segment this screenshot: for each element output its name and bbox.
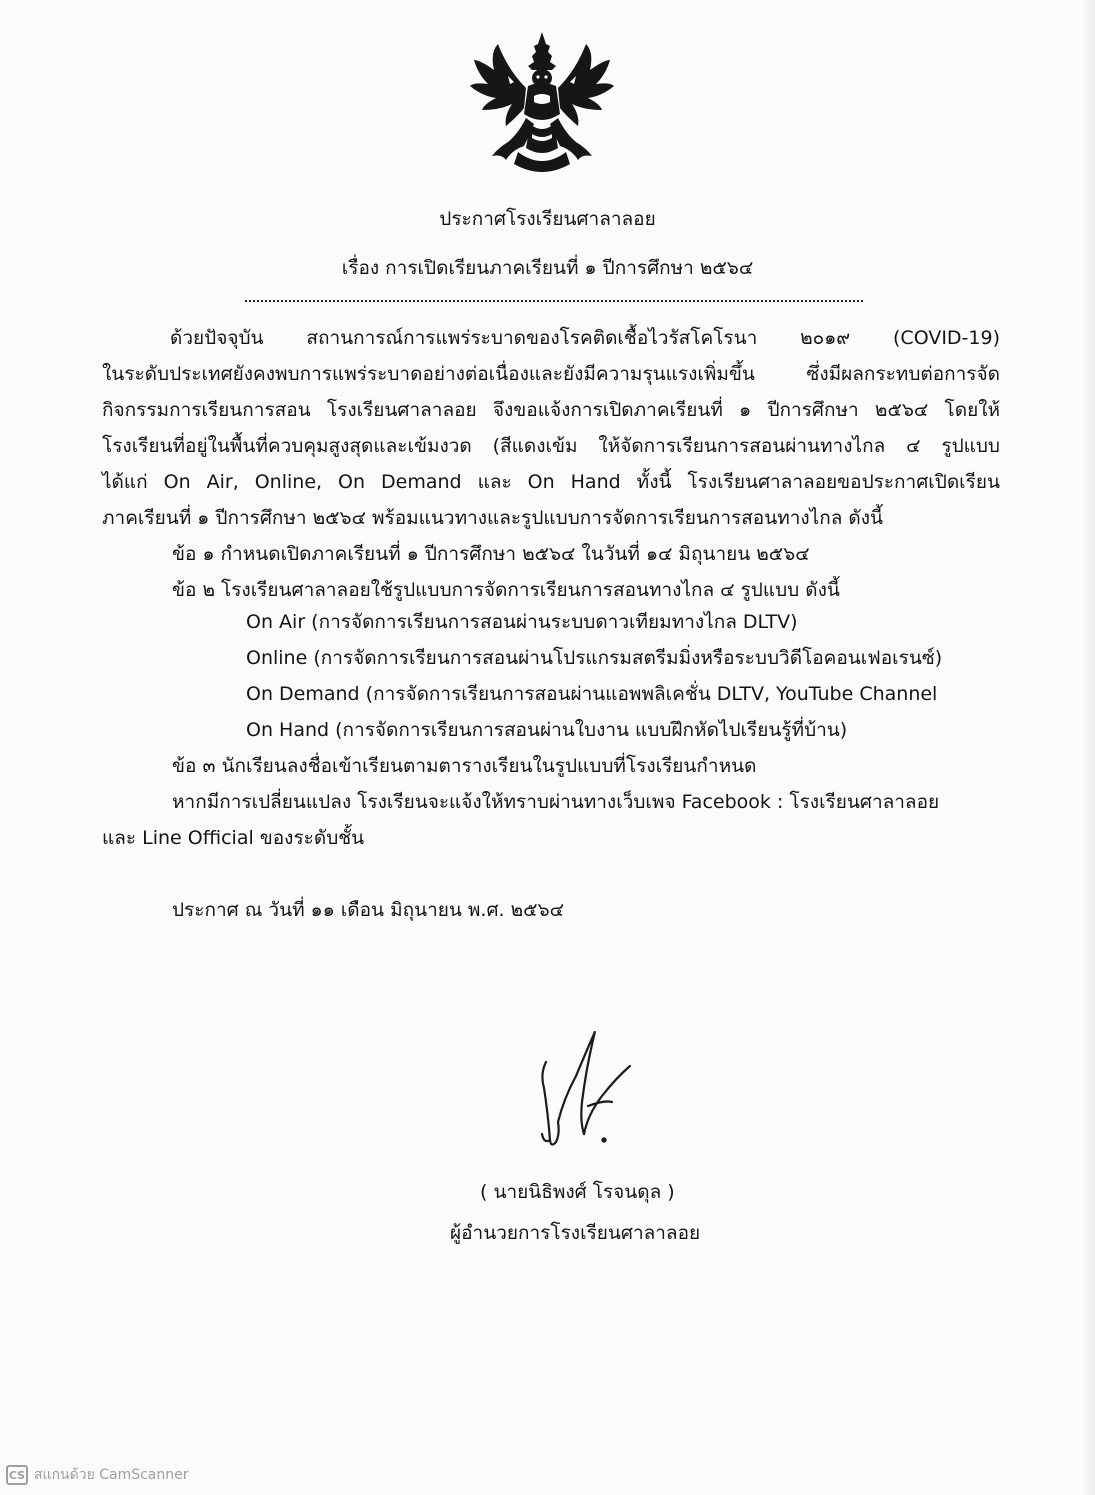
mode-on-demand: On Demand (การจัดการเรียนการสอนผ่านแอพพลิเคชั่น DLTV, YouTube Channel: [246, 683, 938, 705]
paragraph-line: ในระดับประเทศยังคงพบการแพร่ระบาดอย่างต่อเนื่องและยังมีความรุนแรงเพิ่มขึ้น ซึ่งมีผลกระทบต่อการจัด: [102, 363, 1000, 385]
mode-online: Online (การจัดการเรียนการสอนผ่านโปรแกรมสตรีมมิ่งหรือระบบวิดีโอคอนเฟอเรนซ์): [246, 647, 943, 669]
dotted-divider: [245, 300, 863, 302]
item-3: ข้อ ๓ นักเรียนลงชื่อเข้าเรียนตามตารางเรียนในรูปแบบที่โรงเรียนกำหนด: [172, 755, 757, 777]
paragraph-line: กิจกรรมการเรียนการสอน โรงเรียนศาลาลอย จึงขอแจ้งการเปิดภาคเรียนที่ ๑ ปีการศึกษา ๒๕๖๔ โดยให้: [102, 399, 1000, 421]
camscanner-text: สแกนด้วย CamScanner: [34, 1467, 189, 1483]
item-2: ข้อ ๒ โรงเรียนศาลาลอยใช้รูปแบบการจัดการเรียนการสอนทางไกล ๔ รูปแบบ ดังนี้: [172, 579, 840, 601]
signatory-position: ผู้อำนวยการโรงเรียนศาลาลอย: [450, 1222, 701, 1244]
mode-on-air: On Air (การจัดการเรียนการสอนผ่านระบบดาวเทียมทางไกล DLTV): [246, 611, 798, 633]
paragraph-line: ด้วยปัจจุบัน สถานการณ์การแพร่ระบาดของโรคติดเชื้อไวรัสโคโรนา ๒๐๑๙ (COVID-19): [170, 327, 1000, 349]
notice-line: หากมีการเปลี่ยนแปลง โรงเรียนจะแจ้งให้ทราบผ่านทางเว็บเพจ Facebook : โรงเรียนศาลาลอย: [172, 791, 940, 813]
paragraph-line: ได้แก่ On Air, Online, On Demand และ On Hand ทั้งนี้ โรงเรียนศาลาลอยขอประกาศเปิดเรียน: [102, 471, 1000, 493]
paragraph-line: โรงเรียนที่อยู่ในพื้นที่ควบคุมสูงสุดและเข้มงวด (สีแดงเข้ม ให้จัดการเรียนการสอนผ่านทางไกล ๔ รูปแบบ: [102, 435, 1000, 457]
announcement-subject: เรื่อง การเปิดเรียนภาคเรียนที่ ๑ ปีการศึกษา ๒๕๖๔: [341, 257, 754, 279]
garuda-emblem: [468, 30, 616, 180]
announce-date: ประกาศ ณ วันที่ ๑๑ เดือน มิถุนายน พ.ศ. ๒๕๖๔: [172, 899, 564, 921]
camscanner-logo-icon: CS: [6, 1465, 28, 1485]
item-1: ข้อ ๑ กำหนดเปิดภาคเรียนที่ ๑ ปีการศึกษา ๒๕๖๔ ในวันที่ ๑๔ มิถุนายน ๒๕๖๔: [172, 543, 810, 565]
camscanner-watermark: [6, 1463, 189, 1487]
paragraph-line: ภาคเรียนที่ ๑ ปีการศึกษา ๒๕๖๔ พร้อมแนวทางและรูปแบบการจัดการเรียนการสอนทางไกล ดังนี้: [102, 507, 884, 529]
mode-on-hand: On Hand (การจัดการเรียนการสอนผ่านใบงาน แบบฝึกหัดไปเรียนรู้ที่บ้าน): [246, 719, 848, 741]
handwritten-signature: [530, 1022, 660, 1162]
signatory-name: ( นายนิธิพงศ์ โรจนดุล ): [480, 1181, 675, 1203]
notice-line: และ Line Official ของระดับชั้น: [102, 827, 365, 849]
announcement-title: ประกาศโรงเรียนศาลาลอย: [439, 208, 656, 230]
